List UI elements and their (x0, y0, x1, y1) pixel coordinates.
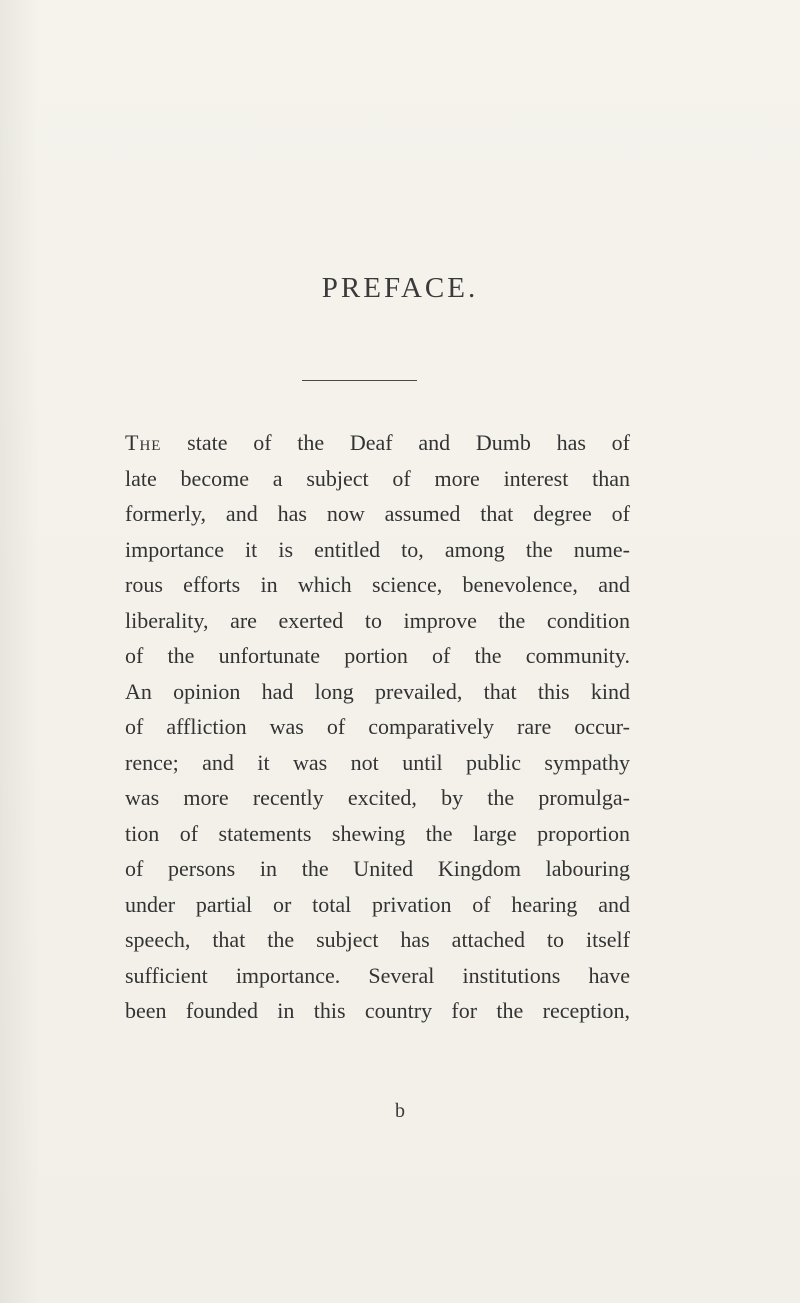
text-line: rous efforts in which science, benevolence, and (125, 572, 630, 597)
text-line: importance it is entitled to, among the nume- (125, 536, 630, 562)
title-rule (302, 380, 417, 381)
preface-paragraph (125, 425, 630, 1029)
text-line: of affliction was of comparatively rare occur- (125, 714, 630, 739)
line-text: state of the Deaf and Dumb has of (161, 430, 630, 455)
text-line: late become a subject of more interest than (125, 465, 630, 491)
text-line: An opinion had long prevailed, that this kind (125, 678, 630, 704)
text-line: was more recently excited, by the promulga- (125, 785, 630, 810)
text-line: rence; and it was not until public sympathy (125, 749, 630, 775)
text-line: formerly, and has now assumed that degree of (125, 501, 630, 526)
text-line: speech, that the subject has attached to itself (125, 927, 630, 952)
page-title: PREFACE. (321, 272, 479, 304)
text-line: been founded in this country for the reception, (125, 998, 630, 1023)
text-line (125, 425, 630, 461)
text-line: of the unfortunate portion of the community. (125, 643, 630, 668)
text-line: under partial or total privation of hearing and (125, 891, 630, 917)
text-line: liberality, are exerted to improve the condition (125, 607, 630, 633)
text-line: tion of statements shewing the large proportion (125, 820, 630, 846)
text-line: sufficient importance. Several institutions have (125, 962, 630, 988)
first-word: The (125, 430, 162, 455)
text-line: of persons in the United Kingdom labouring (125, 856, 630, 881)
signature-mark: b (395, 1100, 405, 1122)
